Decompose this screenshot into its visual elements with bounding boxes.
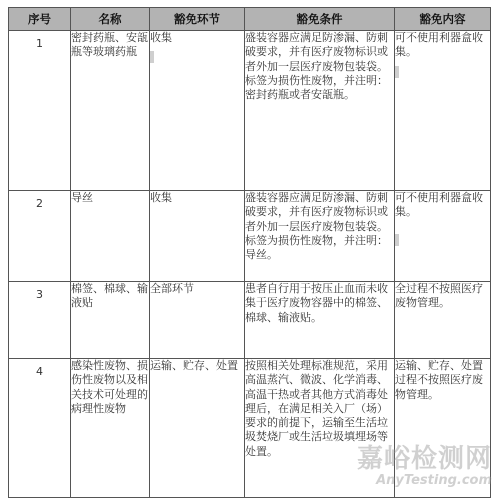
row-number: 4	[9, 359, 71, 498]
row-stage: 收集	[150, 31, 172, 44]
row-stage: 运输、贮存、处置	[150, 359, 245, 498]
text-cursor-mark	[150, 51, 154, 63]
exemption-table	[8, 7, 491, 498]
row-content: 全过程不按照医疗废物管理。	[395, 282, 491, 359]
table-row	[9, 282, 491, 359]
table-row	[9, 191, 491, 282]
row-name: 感染性废物、损伤性废物以及相关技术可处理的病理性废物	[71, 359, 150, 498]
table-row	[9, 31, 491, 191]
text-cursor-mark	[395, 234, 399, 246]
row-condition: 盛装容器应满足防渗漏、防刺破要求，并有医疗废物标识或者外加一层医疗废物包装袋。标签为损伤性废物，并注明：导丝。	[245, 191, 395, 282]
row-content: 可不使用利器盒收集。	[395, 31, 483, 59]
row-content: 可不使用利器盒收集。	[395, 191, 483, 219]
row-name: 导丝	[71, 191, 150, 282]
table-row	[9, 359, 491, 498]
header-stage: 豁免环节	[150, 8, 245, 31]
header-content: 豁免内容	[395, 8, 491, 31]
row-content: 运输、贮存、处置过程不按照医疗废物管理。	[395, 359, 491, 498]
header-name: 名称	[71, 8, 150, 31]
row-condition: 患者自行用于按压止血而未收集于医疗废物容器中的棉签、棉球、输液贴。	[245, 282, 395, 359]
watermark-en: AnyTesting.com	[376, 473, 492, 488]
header-no: 序号	[9, 8, 71, 31]
row-name: 密封药瓶、安瓿瓶等玻璃药瓶	[71, 31, 150, 191]
row-condition: 按照相关处理标准规范，采用高温蒸汽、微波、化学消毒、高温干热或者其他方式消毒处理后，在满足相关入厂（场）要求的前提下，运输至生活垃圾焚烧厂或生活垃圾填埋场等处置。	[245, 359, 395, 498]
row-number: 1	[9, 31, 71, 191]
row-condition: 盛装容器应满足防渗漏、防刺破要求，并有医疗废物标识或者外加一层医疗废物包装袋。标签为损伤性废物，并注明：密封药瓶或者安瓿瓶。	[245, 31, 395, 191]
row-stage: 全部环节	[150, 282, 245, 359]
text-cursor-mark	[395, 66, 399, 78]
row-content-cell	[395, 31, 491, 191]
watermark-cn: 嘉峪检测网	[356, 444, 492, 474]
header-row	[9, 8, 491, 31]
row-number: 2	[9, 191, 71, 282]
row-stage-cell	[150, 31, 245, 191]
row-stage: 收集	[150, 191, 245, 282]
header-condition: 豁免条件	[245, 8, 395, 31]
row-content-cell	[395, 191, 491, 282]
row-name: 棉签、棉球、输液贴	[71, 282, 150, 359]
row-number: 3	[9, 282, 71, 359]
